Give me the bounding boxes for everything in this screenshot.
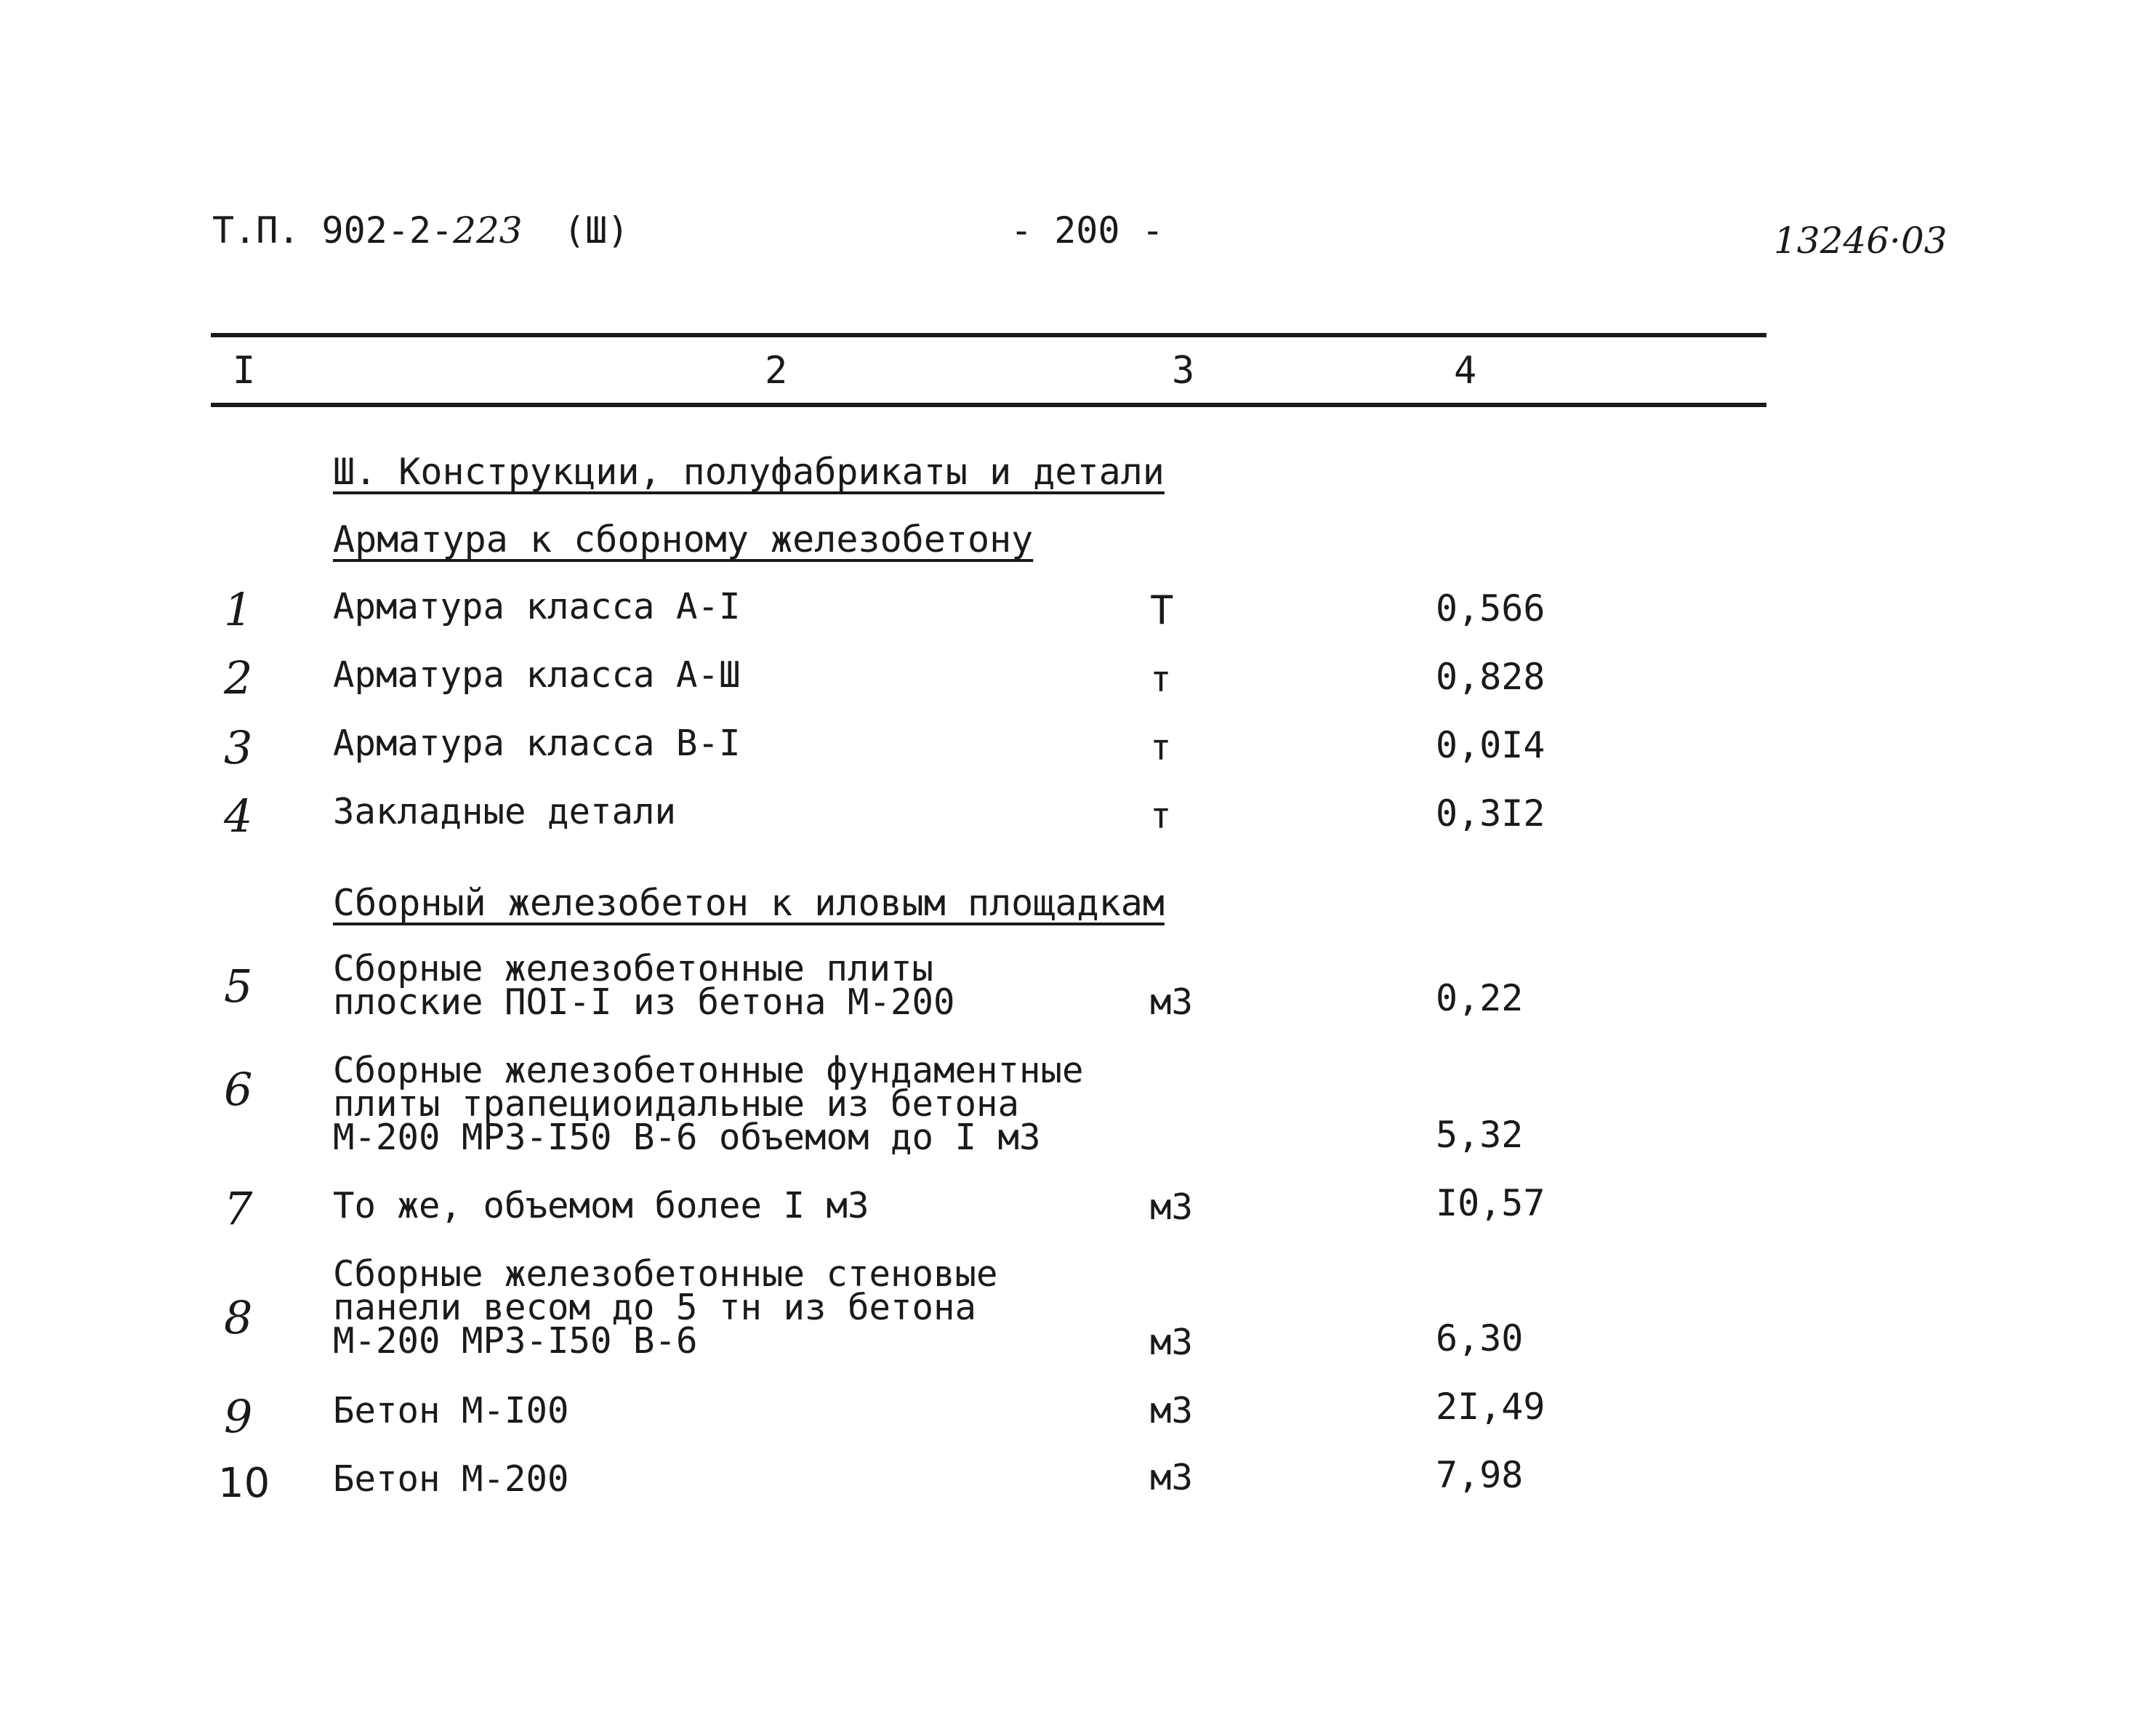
row-description bbox=[333, 948, 955, 1023]
column-number-3: 3 bbox=[1172, 349, 1195, 393]
section-title: Ш. Конструкции, полуфабрикаты и детали bbox=[333, 451, 1165, 493]
column-number-1: I bbox=[233, 349, 256, 393]
row-unit: т bbox=[1150, 795, 1172, 837]
row-description-line: плиты трапециоидальные из бетона bbox=[333, 1083, 1020, 1125]
row-description-line: плоские ПОI-I из бетона М-200 bbox=[333, 981, 955, 1023]
row-quantity: 0,828 bbox=[1436, 656, 1545, 698]
row-description-line: То же, объемом более I м3 bbox=[333, 1185, 869, 1226]
column-number-2: 2 bbox=[765, 349, 788, 393]
row-quantity: 2I,49 bbox=[1436, 1386, 1545, 1428]
row-quantity: 5,32 bbox=[1436, 1114, 1524, 1156]
row-quantity: 6,30 bbox=[1436, 1317, 1524, 1359]
row-description-line: Сборные железобетонные стеновые bbox=[333, 1253, 998, 1295]
row-number: 6 bbox=[224, 1063, 253, 1116]
table-top-rule bbox=[211, 333, 1766, 337]
doc-number bbox=[212, 209, 523, 252]
section-mark: (Ш) bbox=[563, 209, 630, 252]
row-number: 1 bbox=[224, 583, 253, 636]
row-unit: м3 bbox=[1150, 981, 1194, 1023]
row-quantity: 0,22 bbox=[1436, 977, 1524, 1019]
row-number: 3 bbox=[224, 721, 253, 774]
row-description bbox=[333, 1050, 1084, 1158]
row-number: 2 bbox=[224, 651, 253, 704]
row-number: 8 bbox=[224, 1291, 253, 1344]
table-header-bottom-rule bbox=[211, 403, 1766, 407]
doc-prefix: Т.П. 902-2- bbox=[212, 209, 454, 252]
row-quantity: 7,98 bbox=[1436, 1454, 1524, 1496]
row-unit: м3 bbox=[1150, 1457, 1194, 1498]
row-description bbox=[333, 654, 741, 696]
row-number: 7 bbox=[224, 1182, 253, 1235]
row-quantity: 0,3I2 bbox=[1436, 792, 1545, 835]
group-title: Арматура к сборному железобетону bbox=[333, 518, 1034, 560]
row-description-line: М-200 МРЗ-I50 В-6 объемом до I м3 bbox=[333, 1117, 1041, 1158]
row-unit: т bbox=[1150, 727, 1172, 768]
row-description-line: Арматура класса А-Ш bbox=[333, 654, 741, 696]
row-unit: Т bbox=[1150, 587, 1174, 633]
row-description bbox=[333, 1458, 569, 1500]
page-number: - 200 - bbox=[1010, 209, 1164, 252]
row-unit: м3 bbox=[1150, 1390, 1194, 1431]
row-quantity: 0,566 bbox=[1436, 587, 1545, 630]
row-description bbox=[333, 791, 677, 832]
row-description-line: М-200 МРЗ-I50 В-6 bbox=[333, 1320, 698, 1362]
row-description bbox=[333, 1390, 569, 1431]
row-number: 10 bbox=[218, 1460, 270, 1507]
row-description-line: Арматура класса А-I bbox=[333, 586, 741, 627]
row-number: 5 bbox=[224, 960, 253, 1013]
archive-code: 13246·03 bbox=[1774, 220, 1947, 262]
row-description-line: Арматура класса В-I bbox=[333, 723, 741, 764]
row-number: 9 bbox=[224, 1390, 253, 1443]
row-description-line: Бетон М-200 bbox=[333, 1458, 569, 1500]
row-description bbox=[333, 1253, 998, 1362]
row-unit: м3 bbox=[1150, 1322, 1194, 1363]
row-description bbox=[333, 1185, 869, 1226]
doc-handwritten-number: 223 bbox=[453, 209, 523, 252]
row-description-line: Закладные детали bbox=[333, 791, 677, 832]
row-number: 4 bbox=[224, 789, 253, 843]
row-unit: м3 bbox=[1150, 1186, 1194, 1228]
row-quantity: 0,0I4 bbox=[1436, 724, 1545, 766]
column-number-4: 4 bbox=[1454, 349, 1477, 393]
row-description-line: Сборные железобетонные фундаментные bbox=[333, 1050, 1084, 1091]
row-description-line: Сборные железобетонные плиты bbox=[333, 948, 934, 989]
row-unit: т bbox=[1150, 659, 1172, 700]
group-title: Сборный железобетон к иловым площадкам bbox=[333, 882, 1165, 924]
row-description bbox=[333, 723, 741, 764]
row-description-line: Бетон М-I00 bbox=[333, 1390, 569, 1431]
row-description bbox=[333, 586, 741, 627]
row-description-line: панели весом до 5 тн из бетона bbox=[333, 1287, 977, 1328]
row-quantity: I0,57 bbox=[1436, 1182, 1545, 1224]
